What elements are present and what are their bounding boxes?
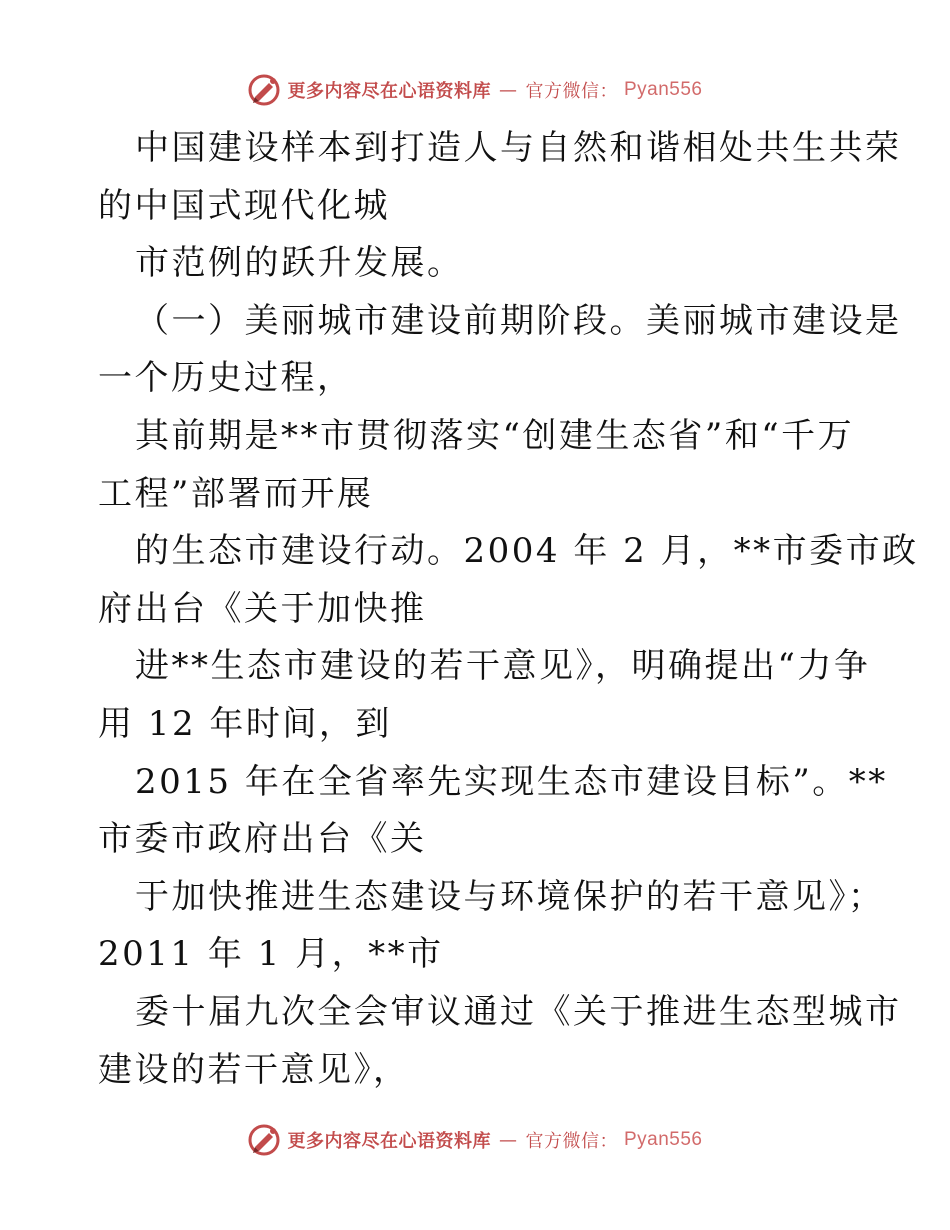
footer-watermark [0,1120,950,1160]
text-line: 市委市政府出台《关 [98,819,427,860]
text-line: 2011 年 1 月，**市 [98,934,444,975]
pen-logo-icon [247,73,281,107]
text-line: 2015 年在全省率先实现生态市建设目标”。** [135,761,888,802]
text-line: 用 12 年时间，到 [98,703,392,744]
watermark-text: 更多内容尽在心语资料库 [287,1131,491,1152]
text-line: 工程”部署而开展 [98,473,374,514]
watermark-wechat-id: Pyan556 [623,79,703,100]
text-line: 其前期是**市贯彻落实“创建生态省”和“千万 [135,415,855,456]
text-line: 于加快推进生态建设与环境保护的若干意见》； [135,876,885,917]
watermark-text: 更多内容尽在心语资料库 [287,81,491,102]
watermark-wechat-label: 官方微信： [525,81,618,102]
header-watermark [0,70,950,110]
watermark-wechat-id: Pyan556 [623,1129,703,1150]
document-body [98,120,919,1099]
watermark-wechat-label: 官方微信： [525,1131,618,1152]
text-line: 委十届九次全会审议通过《关于推进生态型城市 [135,991,902,1032]
pen-logo-icon [247,1123,281,1157]
text-line: （一）美丽城市建设前期阶段。美丽城市建设是 [135,300,902,341]
text-line: 市范例的跃升发展。 [135,243,464,284]
watermark-dash: — [498,79,518,101]
text-line: 中国建设样本到打造人与自然和谐相处共生共荣 [135,128,902,168]
watermark-dash: — [498,1129,518,1151]
text-line: 建设的若干意见》， [98,1049,410,1090]
text-line: 的中国式现代化城 [98,185,390,226]
text-line: 一个历史过程， [98,358,354,399]
text-line: 的生态市建设行动。2004 年 2 月，**市委市政 [135,531,919,572]
text-line: 府出台《关于加快推 [98,588,427,629]
text-line: 进**生态市建设的若干意见》，明确提出“力争 [135,646,871,687]
